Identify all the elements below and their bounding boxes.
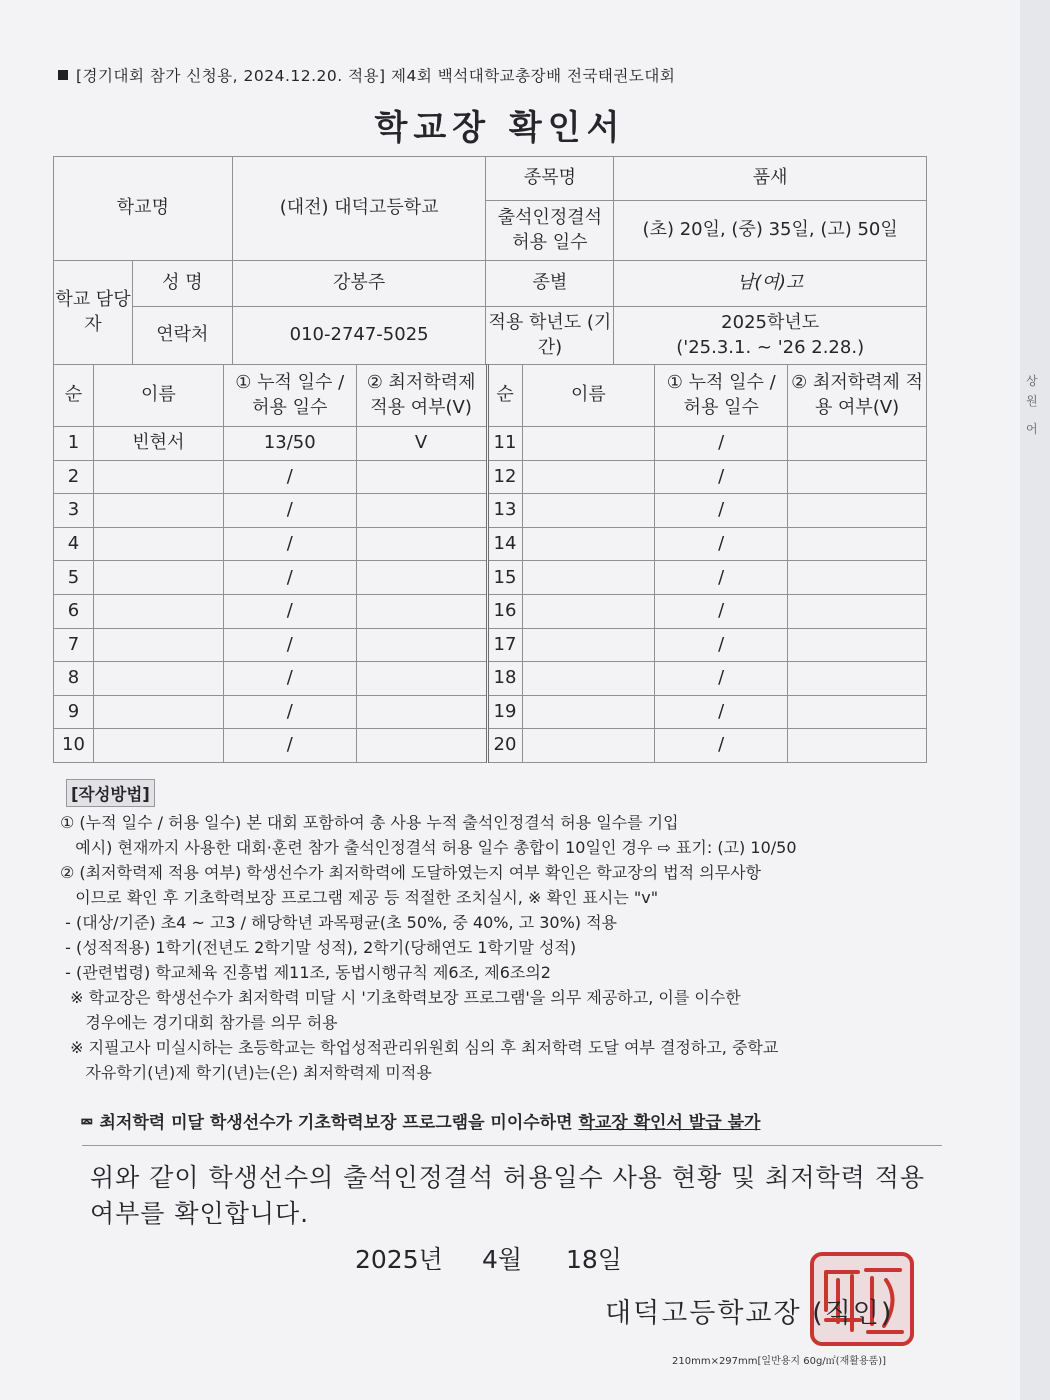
cell-name: 빈현서	[93, 427, 223, 461]
roster-header-row	[54, 365, 927, 427]
school-label: 학교명	[54, 157, 233, 261]
table-row	[54, 561, 927, 595]
square-bullet-icon	[58, 70, 68, 80]
cell-name	[522, 729, 655, 763]
col-days-header-right: ① 누적 일수 / 허용 일수	[655, 365, 788, 427]
cell-days: /	[223, 494, 356, 528]
cell-no: 15	[487, 561, 522, 595]
cell-days: /	[655, 695, 788, 729]
cell-name	[522, 695, 655, 729]
cell-no: 14	[487, 527, 522, 561]
col-min-header-right: ② 최저학력제 적용 여부(V)	[788, 365, 927, 427]
cell-name	[93, 594, 223, 628]
cell-mark	[356, 628, 487, 662]
cell-no: 12	[487, 460, 522, 494]
cell-mark	[788, 662, 927, 696]
event-label: 종목명	[486, 157, 614, 201]
year-label: 적용 학년도 (기간)	[486, 307, 614, 365]
table-row	[54, 662, 927, 696]
cell-no: 3	[54, 494, 94, 528]
cell-mark	[788, 460, 927, 494]
divider	[82, 1145, 942, 1146]
col-min-header: ② 최저학력제 적용 여부(V)	[356, 365, 487, 427]
cell-mark	[788, 527, 927, 561]
cell-mark	[788, 561, 927, 595]
contact-label: 연락처	[132, 307, 232, 365]
cell-mark	[356, 561, 487, 595]
cell-days: /	[223, 460, 356, 494]
cell-days: /	[223, 527, 356, 561]
cell-mark	[356, 729, 487, 763]
cell-days: 13/50	[223, 427, 356, 461]
instruction-line: - (대상/기준) 초4 ~ 고3 / 해당학년 과목평균(초 50%, 중 40%, 고 30%) 적용	[60, 913, 618, 932]
cell-name	[522, 427, 655, 461]
school-name: (대전) 대덕고등학교	[232, 157, 486, 261]
cell-days: /	[655, 662, 788, 696]
cell-no: 18	[487, 662, 522, 696]
cell-no: 17	[487, 628, 522, 662]
allowed-days-label: 출석인정결석 허용 일수	[486, 201, 614, 261]
warning-line	[80, 1108, 760, 1133]
cell-days: /	[655, 729, 788, 763]
cell-mark	[356, 662, 487, 696]
cell-no: 1	[54, 427, 94, 461]
cell-mark	[356, 594, 487, 628]
edge-glyph-3: 어	[1026, 422, 1038, 436]
cell-no: 13	[487, 494, 522, 528]
cell-name	[93, 460, 223, 494]
cell-mark	[356, 460, 487, 494]
cell-name	[522, 662, 655, 696]
cell-days: /	[655, 460, 788, 494]
cell-days: /	[223, 594, 356, 628]
signer: 대덕고등학교장 (직인)	[605, 1298, 894, 1329]
instruction-line: 예시) 현재까지 사용한 대회·훈련 참가 출석인정결석 허용 일수 총합이 10일인 경우 ⇨ 표기: (고) 10/50	[60, 838, 797, 857]
document-title: 학교장 확인서	[374, 108, 626, 148]
table-row	[54, 628, 927, 662]
instruction-line: ① (누적 일수 / 허용 일수) 본 대회 포함하여 총 사용 누적 출석인정결석 허용 일수를 기입	[60, 813, 679, 832]
instructions-list	[60, 810, 940, 1085]
cell-name	[93, 662, 223, 696]
cell-mark	[356, 527, 487, 561]
cell-no: 2	[54, 460, 94, 494]
cell-no: 19	[487, 695, 522, 729]
year-value: 2025학년도	[721, 312, 820, 334]
instruction-line: 경우에는 경기대회 참가를 의무 허용	[60, 1013, 338, 1032]
cell-no: 8	[54, 662, 94, 696]
cell-mark	[788, 494, 927, 528]
allowed-days-value: (초) 20일, (중) 35일, (고) 50일	[614, 201, 927, 261]
cell-mark	[788, 628, 927, 662]
info-table	[53, 156, 927, 365]
year-value-cell	[614, 307, 927, 365]
category-value: 남(여)고	[614, 261, 927, 307]
cell-name	[93, 628, 223, 662]
manager-label: 학교 담당자	[54, 261, 133, 365]
cell-no: 6	[54, 594, 94, 628]
cell-no: 16	[487, 594, 522, 628]
event-value: 품새	[614, 157, 927, 201]
cell-mark	[788, 695, 927, 729]
cell-name	[93, 729, 223, 763]
cell-name	[93, 494, 223, 528]
instructions-title: [작성방법]	[66, 779, 155, 807]
cell-mark	[356, 494, 487, 528]
table-row	[54, 594, 927, 628]
document-header	[58, 64, 675, 86]
cell-days: /	[223, 628, 356, 662]
category-label: 종별	[486, 261, 614, 307]
cell-name	[522, 628, 655, 662]
cell-days: /	[223, 561, 356, 595]
instruction-line: 이므로 확인 후 기초학력보장 프로그램 제공 등 적절한 조치실시, ※ 확인 표시는 "v"	[60, 888, 659, 907]
cell-no: 20	[487, 729, 522, 763]
cell-mark	[788, 594, 927, 628]
instruction-line: ② (최저학력제 적용 여부) 학생선수가 최저학력에 도달하였는지 여부 확인은 학교장의 법적 의무사항	[60, 863, 762, 882]
roster-table	[53, 364, 927, 763]
cell-name	[93, 561, 223, 595]
cell-days: /	[655, 527, 788, 561]
roster-body	[54, 365, 927, 763]
confirm-text: 위와 같이 학생선수의 출석인정결석 허용일수 사용 현황 및 최저학력 적용 여부를 확인합니다.	[90, 1163, 926, 1228]
cell-days: /	[223, 729, 356, 763]
instruction-line: ※ 학교장은 학생선수가 최저학력 미달 시 '기초학력보장 프로그램'을 의무 제공하고, 이를 이수한	[60, 988, 741, 1007]
cell-name	[522, 527, 655, 561]
name-label: 성 명	[132, 261, 232, 307]
date-day: 18일	[566, 1245, 622, 1274]
edge-glyph-1: 상	[1026, 374, 1038, 388]
cell-name	[522, 594, 655, 628]
table-row	[54, 427, 927, 461]
cell-days: /	[655, 628, 788, 662]
cell-name	[522, 561, 655, 595]
cell-no: 9	[54, 695, 94, 729]
cell-no: 5	[54, 561, 94, 595]
arrow-box-icon: ⮹	[80, 1113, 100, 1133]
contact-value: 010-2747-5025	[232, 307, 486, 365]
adjacent-page-edge	[1020, 0, 1050, 1400]
instruction-line: - (관련법령) 학교체육 진흥법 제11조, 동법시행규칙 제6조, 제6조의2	[60, 963, 551, 982]
cell-name	[522, 494, 655, 528]
instruction-line: - (성적적용) 1학기(전년도 2학기말 성적), 2학기(당해연도 1학기말 성적)	[60, 938, 577, 957]
table-row	[54, 729, 927, 763]
name-value: 강봉주	[232, 261, 486, 307]
cell-mark	[788, 729, 927, 763]
col-no-header: 순	[54, 365, 94, 427]
warning-prefix: 최저학력 미달 학생선수가 기초학력보장 프로그램을 미이수하면	[99, 1113, 579, 1133]
cell-name	[93, 527, 223, 561]
col-name-header: 이름	[93, 365, 223, 427]
cell-no: 4	[54, 527, 94, 561]
col-name-header-right: 이름	[522, 365, 655, 427]
footer-note: 210mm×297mm[일반용지 60g/㎡(재활용품)]	[672, 1356, 887, 1367]
warning-emphasis: 학교장 확인서 발급 불가	[578, 1113, 761, 1133]
cell-days: /	[223, 662, 356, 696]
cell-name	[93, 695, 223, 729]
table-row	[54, 695, 927, 729]
instruction-line: 자유학기(년)제 학기(년)는(은) 최저학력제 미적용	[60, 1063, 432, 1082]
cell-days: /	[655, 561, 788, 595]
cell-mark: V	[356, 427, 487, 461]
year-period: ('25.3.1. ~ '26 2.28.)	[676, 336, 865, 358]
cell-name	[522, 460, 655, 494]
edge-glyph-2: 원	[1026, 394, 1038, 408]
cell-days: /	[655, 594, 788, 628]
date-year: 2025년	[355, 1245, 443, 1274]
cell-days: /	[223, 695, 356, 729]
cell-no: 11	[487, 427, 522, 461]
table-row	[54, 494, 927, 528]
cell-days: /	[655, 427, 788, 461]
cell-no: 7	[54, 628, 94, 662]
cell-no: 10	[54, 729, 94, 763]
date-month: 4월	[482, 1245, 523, 1274]
table-row	[54, 527, 927, 561]
col-days-header: ① 누적 일수 / 허용 일수	[223, 365, 356, 427]
cell-mark	[356, 695, 487, 729]
col-no-header-right: 순	[487, 365, 522, 427]
instruction-line: ※ 지필고사 미실시하는 초등학교는 학업성적관리위원회 심의 후 최저학력 도달 여부 결정하고, 중학교	[60, 1038, 779, 1057]
cell-days: /	[655, 494, 788, 528]
cell-mark	[788, 427, 927, 461]
table-row	[54, 460, 927, 494]
header-text: [경기대회 참가 신청용, 2024.12.20. 적용] 제4회 백석대학교총장배 전국태권도대회	[76, 67, 676, 85]
